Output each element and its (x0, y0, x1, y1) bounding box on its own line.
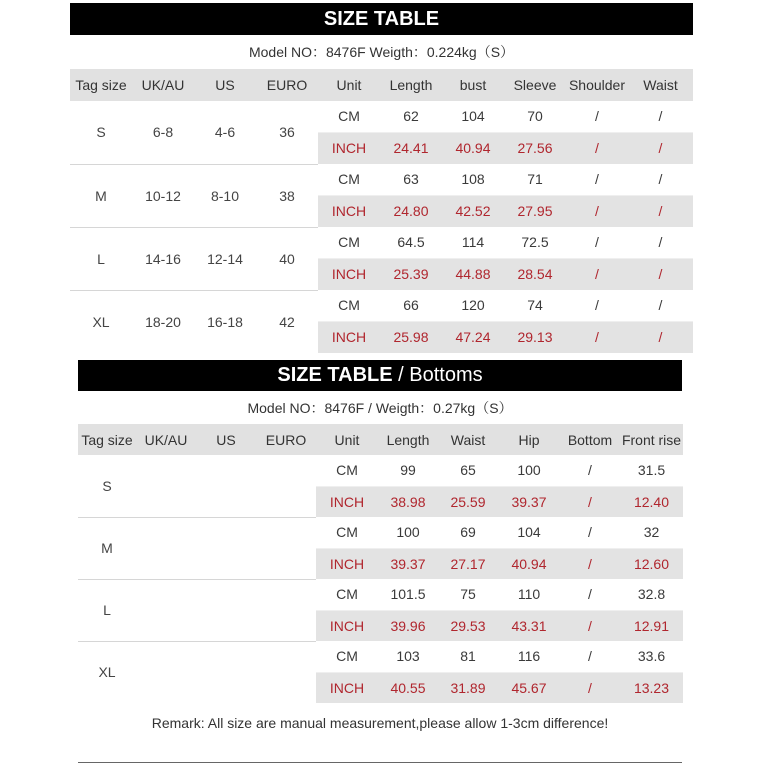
bottom-header-unit: Unit (316, 424, 378, 455)
value-cell: 44.88 (442, 258, 504, 290)
unit-cell: INCH (318, 321, 380, 353)
top-header-bust: bust (442, 69, 504, 101)
tag-size-cell: L (70, 227, 132, 290)
value-cell: 31.89 (438, 672, 498, 703)
value-cell: 71 (504, 164, 566, 195)
unit-cell: CM (318, 227, 380, 258)
top-header-euro: EURO (256, 69, 318, 101)
value-cell: 103 (378, 641, 438, 672)
bottom-model-info: Model NO：8476F / Weigth：0.27kg（S） (247, 400, 513, 416)
value-cell: / (560, 517, 620, 548)
value-cell: / (560, 548, 620, 579)
value-cell: 108 (442, 164, 504, 195)
bottom-header-waist: Waist (438, 424, 498, 455)
value-cell: 39.37 (378, 548, 438, 579)
value-cell: 24.80 (380, 195, 442, 227)
us-cell (196, 455, 256, 517)
unit-cell: INCH (318, 132, 380, 164)
euro-cell (256, 517, 316, 579)
ukau-cell (136, 517, 196, 579)
ukau-cell: 6-8 (132, 101, 194, 164)
value-cell: 64.5 (380, 227, 442, 258)
value-cell: / (628, 195, 693, 227)
euro-cell (256, 455, 316, 517)
unit-cell: CM (318, 290, 380, 321)
us-cell: 4-6 (194, 101, 256, 164)
table-row (78, 517, 683, 548)
value-cell: / (560, 455, 620, 486)
euro-cell (256, 579, 316, 641)
value-cell: / (566, 258, 628, 290)
value-cell: 39.37 (498, 486, 560, 517)
unit-cell: CM (316, 455, 378, 486)
tag-size-cell: S (78, 455, 136, 517)
value-cell: 25.39 (380, 258, 442, 290)
value-cell: 63 (380, 164, 442, 195)
value-cell: 25.59 (438, 486, 498, 517)
value-cell: 75 (438, 579, 498, 610)
value-cell: / (628, 290, 693, 321)
tag-size-cell: S (70, 101, 132, 164)
value-cell: / (560, 610, 620, 641)
bottom-header-front-rise: Front rise (620, 424, 683, 455)
table-row (78, 579, 683, 610)
table-row (70, 164, 693, 195)
value-cell: / (566, 195, 628, 227)
value-cell: / (560, 672, 620, 703)
value-cell: / (566, 290, 628, 321)
value-cell: / (566, 132, 628, 164)
value-cell: 65 (438, 455, 498, 486)
value-cell: 66 (380, 290, 442, 321)
value-cell: 45.67 (498, 672, 560, 703)
bottom-header-row (78, 424, 683, 455)
value-cell: 70 (504, 101, 566, 132)
value-cell: 99 (378, 455, 438, 486)
table-row (78, 641, 683, 672)
value-cell: 13.23 (620, 672, 683, 703)
unit-cell: INCH (318, 195, 380, 227)
top-header-us: US (194, 69, 256, 101)
value-cell: 28.54 (504, 258, 566, 290)
ukau-cell (136, 455, 196, 517)
ukau-cell: 18-20 (145, 313, 181, 330)
bottom-header-euro: EURO (256, 424, 316, 455)
bottom-title: SIZE TABLE (277, 364, 393, 386)
value-cell: 25.98 (380, 321, 442, 353)
tag-size-cell: L (78, 579, 136, 641)
value-cell: 32.8 (620, 579, 683, 610)
unit-cell: CM (316, 579, 378, 610)
value-cell: / (628, 227, 693, 258)
value-cell: / (628, 132, 693, 164)
euro-cell: 36 (256, 101, 318, 164)
unit-cell: INCH (316, 610, 378, 641)
value-cell: 62 (380, 101, 442, 132)
value-cell: 72.5 (504, 227, 566, 258)
unit-cell: CM (318, 164, 380, 195)
value-cell: 114 (442, 227, 504, 258)
value-cell: 100 (498, 455, 560, 486)
top-header-sleeve: Sleeve (504, 69, 566, 101)
bottom-subtitle: / Bottoms (392, 364, 483, 386)
value-cell: 74 (504, 290, 566, 321)
ukau-cell: 14-16 (132, 227, 194, 290)
unit-cell: INCH (316, 486, 378, 517)
value-cell: 40.94 (442, 132, 504, 164)
tag-size-cell: XL (98, 664, 116, 681)
table-row (70, 227, 693, 258)
value-cell: 40.55 (378, 672, 438, 703)
table-row (70, 101, 693, 132)
us-cell: 16-18 (207, 313, 243, 330)
value-cell: 24.41 (380, 132, 442, 164)
us-cell (196, 517, 256, 579)
value-cell: 29.53 (438, 610, 498, 641)
tag-size-cell: XL (92, 313, 110, 330)
bottom-header-ukau: UK/AU (136, 424, 196, 455)
value-cell: / (566, 227, 628, 258)
value-cell: 116 (498, 641, 560, 672)
value-cell: 27.95 (504, 195, 566, 227)
value-cell: 33.6 (620, 641, 683, 672)
value-cell: 31.5 (620, 455, 683, 486)
remark-text: Remark: All size are manual measurement,please allow 1-3cm difference! (151, 715, 609, 731)
top-header-waist: Waist (628, 69, 693, 101)
tag-size-cell: M (70, 164, 132, 227)
value-cell: / (566, 321, 628, 353)
table-row (78, 455, 683, 486)
bottom-title-banner (78, 360, 682, 391)
value-cell: 42.52 (442, 195, 504, 227)
value-cell: 104 (442, 101, 504, 132)
top-header-shoulder: Shoulder (566, 69, 628, 101)
tag-size-cell: M (78, 517, 136, 579)
value-cell: / (560, 579, 620, 610)
unit-cell: CM (316, 641, 378, 672)
us-cell (196, 641, 256, 703)
euro-cell (256, 641, 316, 703)
value-cell: / (628, 321, 693, 353)
value-cell: 120 (442, 290, 504, 321)
bottom-header-bottom: Bottom (560, 424, 620, 455)
top-header-ukau: UK/AU (132, 69, 194, 101)
unit-cell: INCH (318, 258, 380, 290)
bottom-header-us: US (196, 424, 256, 455)
value-cell: 100 (378, 517, 438, 548)
value-cell: 12.91 (620, 610, 683, 641)
unit-cell: CM (316, 517, 378, 548)
value-cell: 110 (498, 579, 560, 610)
value-cell: 27.17 (438, 548, 498, 579)
us-cell (196, 579, 256, 641)
top-size-table (70, 69, 693, 353)
value-cell: / (560, 641, 620, 672)
top-header-length: Length (380, 69, 442, 101)
value-cell: 38.98 (378, 486, 438, 517)
value-cell: 12.40 (620, 486, 683, 517)
value-cell: / (628, 258, 693, 290)
value-cell: / (566, 164, 628, 195)
unit-cell: CM (318, 101, 380, 132)
value-cell: 39.96 (378, 610, 438, 641)
value-cell: 12.60 (620, 548, 683, 579)
value-cell: 32 (620, 517, 683, 548)
top-header-row (70, 69, 693, 101)
value-cell: / (566, 101, 628, 132)
value-cell: 47.24 (442, 321, 504, 353)
value-cell: / (560, 486, 620, 517)
value-cell: 40.94 (498, 548, 560, 579)
bottom-divider (78, 762, 682, 763)
table-row (70, 290, 693, 321)
bottom-header-length: Length (378, 424, 438, 455)
top-model-info: Model NO：8476F Weigth：0.224kg（S） (248, 44, 515, 60)
value-cell: 104 (498, 517, 560, 548)
ukau-cell (136, 641, 196, 703)
ukau-cell: 10-12 (132, 164, 194, 227)
bottom-header-tag-size: Tag size (78, 424, 136, 455)
bottom-header-hip: Hip (498, 424, 560, 455)
ukau-cell (136, 579, 196, 641)
value-cell: / (628, 164, 693, 195)
value-cell: 81 (438, 641, 498, 672)
unit-cell: INCH (316, 548, 378, 579)
bottom-size-table (78, 424, 683, 703)
us-cell: 12-14 (194, 227, 256, 290)
top-header-tag-size: Tag size (70, 69, 132, 101)
euro-cell: 38 (256, 164, 318, 227)
top-header-unit: Unit (318, 69, 380, 101)
unit-cell: INCH (316, 672, 378, 703)
us-cell: 8-10 (194, 164, 256, 227)
value-cell: / (628, 101, 693, 132)
euro-cell: 42 (279, 313, 295, 330)
euro-cell: 40 (256, 227, 318, 290)
top-title-banner (70, 3, 693, 35)
top-title: SIZE TABLE (323, 8, 440, 30)
value-cell: 29.13 (504, 321, 566, 353)
value-cell: 43.31 (498, 610, 560, 641)
value-cell: 101.5 (378, 579, 438, 610)
value-cell: 69 (438, 517, 498, 548)
value-cell: 27.56 (504, 132, 566, 164)
